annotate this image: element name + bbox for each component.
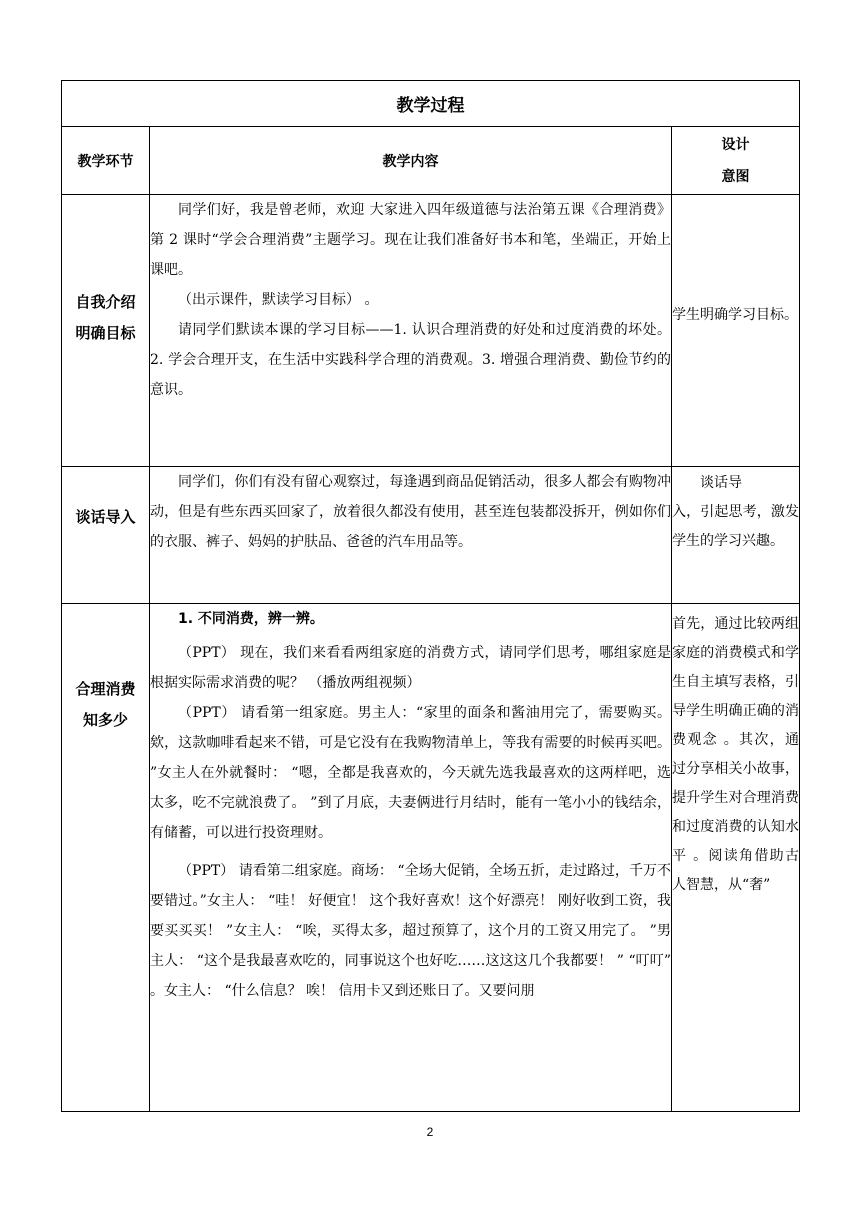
content-paragraph: （PPT） 请看第二组家庭。商场： “全场大促销，全场五折，走过路过，千万不要错过。”女主人： “哇！ 好便宜！ 这个我好喜欢！这个好漂亮！ 刚好收到工资，我要买买买！ ”女主人： “唉，买得太多，超过预算了，这个月的工资又用完了。 ”男主人： “这个是我最喜欢吃的，同事说这个也好吃……这这这几个我都要！ ” “叮叮” 。女主人： “什么信息？ 唉！ 信用卡又到还账日了。又要问朋: [150, 863, 671, 999]
stage-line: 自我介绍: [75, 293, 136, 311]
header-design-line1: 设计: [721, 136, 750, 153]
header-stage: 教学环节: [62, 127, 150, 195]
table-row: [62, 195, 800, 467]
stage-cell: 谈话导入: [62, 467, 150, 604]
content-paragraph: （出示课件，默读学习目标） 。: [178, 292, 379, 308]
content-paragraph: （PPT） 现在，我们来看看两组家庭的消费方式，请同学们思考，哪组家庭是根据实际需求消费的呢？ （播放两组视频）: [150, 645, 671, 691]
design-line: 入，引起思考，激发学生的学习兴趣。: [672, 504, 799, 549]
design-cell: 首先，通过比较两组家庭的消费模式和学生自主填写表格，引导学生明确正确的消费观念 。其次，通过分享相关小故事，提升学生对合理消费和过度消费的认知水平 。阅读角借助古人智慧，从“奢”: [672, 604, 800, 1112]
table-row: [62, 467, 800, 604]
header-design: [672, 127, 800, 195]
stage-line: 知多少: [82, 711, 128, 729]
design-line: 谈话导: [700, 475, 742, 491]
content-cell: [150, 467, 672, 604]
design-cell: [672, 467, 800, 604]
content-cell: [150, 195, 672, 467]
page-number: 2: [426, 1125, 434, 1139]
teaching-process-table: [61, 80, 800, 1112]
design-cell: 学生明确学习目标。: [672, 195, 800, 467]
stage-cell: [62, 604, 150, 1112]
table-row: [62, 604, 800, 1112]
table-title: 教学过程: [62, 81, 800, 127]
stage-line: 合理消费: [75, 680, 136, 698]
content-paragraph: 请同学们默读本课的学习目标——1. 认识合理消费的好处和过度消费的坏处。2. 学会合理开支，在生活中实践科学合理的消费观。3. 增强合理消费、勤俭节约的意识。: [150, 322, 671, 398]
header-content: 教学内容: [150, 127, 672, 195]
content-paragraph: （PPT） 请看第一组家庭。男主人：“家里的面条和酱油用完了，需要购买。欸，这款咖啡看起来不错，可是它没有在我购物清单上，等我有需要的时候再买吧。 ”女主人在外就餐时： “嗯，全都是我喜欢的，今天就先选我最喜欢的这两样吧，选太多，吃不完就浪费了。 ”到了月底，夫妻俩进行月结时，能有一笔小小的钱结余，有储蓄，可以进行投资理财。: [150, 705, 671, 841]
content-cell: [150, 604, 672, 1112]
stage-line: 明确目标: [75, 324, 136, 342]
content-paragraph: 同学们好，我是曾老师，欢迎 大家进入四年级道德与法治第五课《合理消费》 第 2 课时“学会合理消费”主题学习。现在让我们准备好书本和笔，坐端正，开始上 课吧。: [150, 202, 671, 278]
stage-cell: [62, 195, 150, 467]
header-design-line2: 意图: [721, 168, 750, 185]
content-heading: 1. 不同消费，辨一辨。: [178, 611, 324, 627]
content-paragraph: 同学们，你们有没有留心观察过，每逢遇到商品促销活动，很多人都会有购物冲动，但是有些东西买回家了，放着很久都没有使用，甚至连包装都没拆开，例如你们的衣服、裤子、妈妈的护肤品、爸爸的汽车用品等。: [150, 474, 671, 550]
